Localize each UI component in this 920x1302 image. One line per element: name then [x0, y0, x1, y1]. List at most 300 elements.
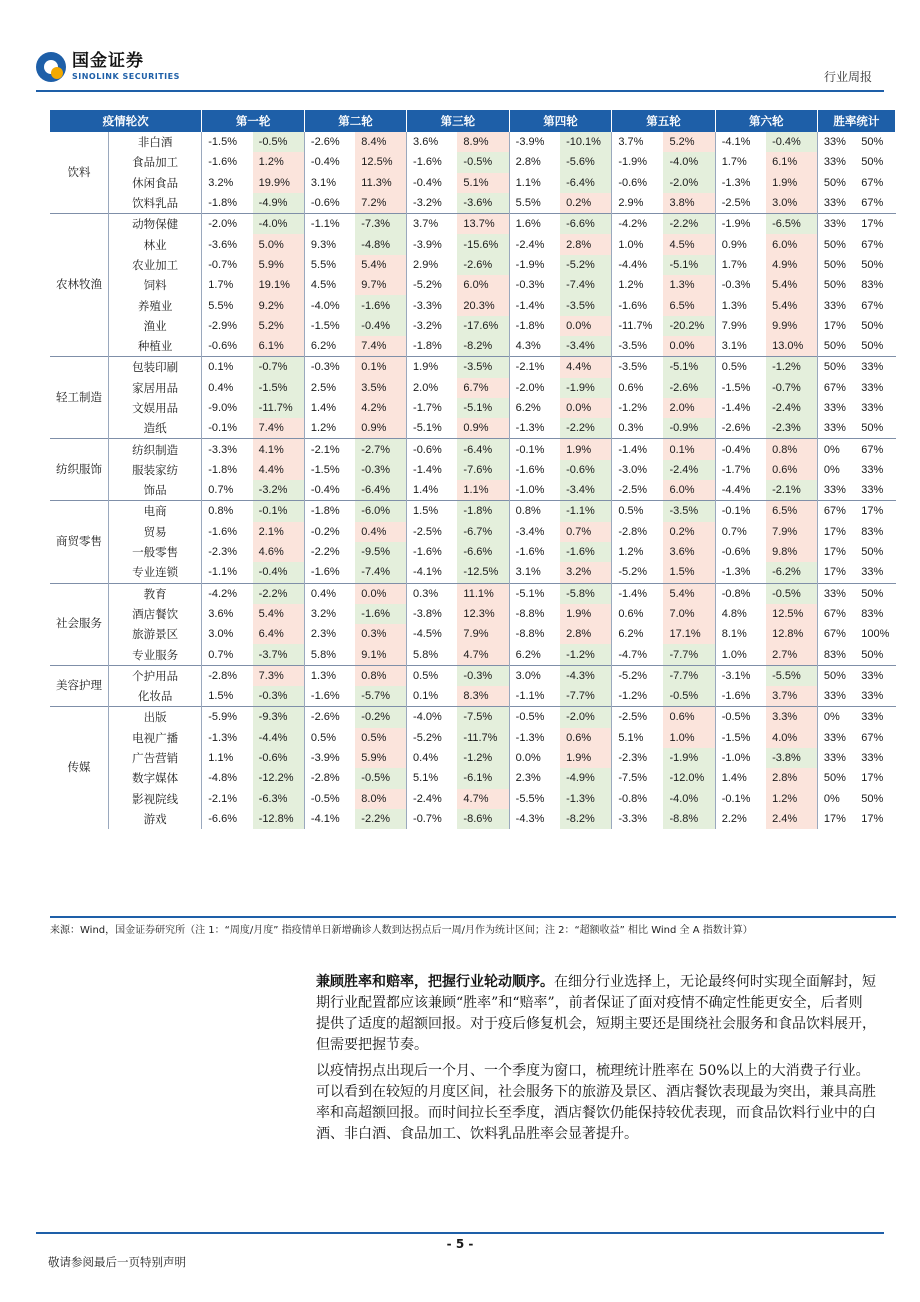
industry-name: 农业加工	[109, 255, 202, 275]
excess-return-cell: -2.2%	[663, 214, 715, 235]
table-bottom-divider	[50, 916, 896, 918]
excess-return-cell: 5.4%	[355, 255, 406, 275]
excess-return-cell: 2.8%	[515, 156, 541, 169]
excess-return-cell: 1.5%	[663, 562, 715, 583]
excess-return-cell: -2.0%	[515, 381, 545, 394]
excess-return-cell: 0.6%	[618, 381, 644, 394]
excess-return-cell: 0.0%	[515, 752, 541, 765]
table-row	[50, 193, 896, 214]
excess-return-cell: -3.5%	[612, 357, 664, 378]
industry-name: 文娱用品	[109, 398, 202, 418]
win-rate-cell: 33%	[823, 136, 846, 149]
excess-return-cell: -3.5%	[663, 501, 715, 522]
excess-return-cell: 12.8%	[766, 624, 817, 644]
header-cell: 第五轮	[612, 110, 715, 132]
excess-return-cell: -8.8%	[515, 628, 545, 641]
excess-return-cell: -1.8%	[413, 340, 442, 353]
table-row	[50, 132, 896, 152]
excess-return-cell: -1.6%	[721, 690, 751, 703]
win-rate-cell: 67%	[855, 439, 895, 460]
excess-return-cell: 8.4%	[355, 132, 406, 152]
excess-return-cell: -6.0%	[355, 501, 406, 522]
industry-name: 电视广播	[109, 728, 202, 748]
excess-return-cell: 8.1%	[721, 628, 747, 641]
win-rate-cell: 50%	[861, 422, 884, 435]
excess-return-cell: 4.1%	[253, 439, 305, 460]
excess-return-cell: -8.2%	[457, 336, 509, 357]
excess-return-cell: -3.2%	[253, 480, 305, 501]
industry-name: 化妆品	[109, 686, 202, 707]
excess-return-cell: 0.7%	[208, 648, 234, 661]
win-rate-cell: 50%	[823, 279, 846, 292]
win-rate-cell: 17%	[823, 319, 846, 332]
excess-return-cell: -1.5%	[310, 463, 340, 476]
win-rate-cell: 100%	[861, 628, 890, 641]
excess-return-cell: 0.6%	[766, 460, 817, 480]
excess-return-cell: -4.8%	[355, 234, 406, 254]
excess-return-cell: -5.2%	[612, 665, 664, 686]
excess-return-cell: -3.1%	[715, 665, 766, 686]
industry-name: 广告营销	[109, 748, 202, 768]
excess-return-cell: 0.8%	[355, 665, 406, 686]
excess-return-cell: -1.6%	[515, 463, 545, 476]
excess-return-cell: 2.5%	[310, 381, 336, 394]
excess-return-cell: 1.3%	[304, 665, 355, 686]
excess-return-cell: 2.8%	[560, 624, 612, 644]
header-cell: 第三轮	[407, 110, 510, 132]
excess-return-cell: -4.7%	[618, 648, 648, 661]
excess-return-cell: -0.4%	[253, 562, 305, 583]
excess-return-cell: 2.3%	[310, 628, 336, 641]
group-label: 美容护理	[50, 665, 109, 707]
excess-return-cell: 2.1%	[253, 522, 305, 542]
win-rate-cell: 33%	[823, 422, 846, 435]
excess-return-cell: 6.1%	[253, 336, 305, 357]
excess-return-cell: -6.6%	[208, 812, 238, 825]
paragraph-1	[316, 972, 876, 1056]
excess-return-cell: -1.3%	[721, 566, 751, 579]
excess-return-cell: 5.5%	[310, 258, 336, 271]
win-rate-cell: 17%	[823, 525, 846, 538]
excess-return-cell: -2.4%	[515, 238, 545, 251]
excess-return-cell: -9.0%	[208, 402, 238, 414]
table-row	[50, 728, 896, 748]
excess-return-cell: -0.6%	[407, 439, 458, 460]
win-rate-cell: 67%	[861, 731, 884, 744]
excess-return-cell: -5.7%	[355, 686, 406, 707]
excess-return-cell: -4.1%	[721, 136, 751, 149]
excess-return-cell: 4.2%	[355, 398, 406, 418]
excess-return-cell: -3.4%	[515, 525, 545, 538]
excess-return-cell: 0.4%	[355, 522, 406, 542]
excess-return-cell: -2.8%	[202, 665, 253, 686]
excess-return-cell: 0.5%	[407, 665, 458, 686]
excess-return-cell: -0.3%	[515, 279, 545, 292]
win-rate-cell: 83%	[861, 607, 884, 620]
excess-return-cell: 8.0%	[355, 789, 406, 809]
excess-return-cell: -1.8%	[457, 501, 509, 522]
excess-return-cell: -4.1%	[310, 812, 340, 825]
excess-return-cell: 2.8%	[766, 768, 817, 788]
excess-return-cell: 5.4%	[253, 604, 305, 624]
excess-return-cell: 0.0%	[560, 316, 612, 336]
header-cell: 疫情轮次	[50, 110, 202, 132]
excess-return-cell: -5.6%	[560, 152, 612, 172]
paragraph-2: 以疫情拐点出现后一个月、一个季度为窗口，梳理统计胜率在 50%以上的大消费子行业。可以看到在较短的月度区间，社会服务下的旅游及景区、酒店餐饮表现最为突出，兼具高胜率和高超额回报。而时间拉长至季度，酒店餐饮仍能保持较优表现，而食品饮料行业中的白酒、非白酒、食品加工、饮料乳品胜率会显著提升。	[316, 1063, 876, 1142]
excess-return-cell: -4.3%	[560, 665, 612, 686]
logo-en-text: SINOLINK SECURITIES	[72, 72, 180, 81]
excess-return-cell: -1.6%	[618, 299, 648, 312]
excess-return-cell: 0.1%	[202, 357, 253, 378]
excess-return-cell: 0.9%	[355, 418, 406, 439]
win-rate-cell: 0%	[817, 439, 855, 460]
win-rate-cell: 17%	[861, 812, 884, 825]
excess-return-cell: 1.5%	[407, 501, 458, 522]
excess-return-cell: -11.7%	[253, 398, 305, 418]
excess-return-cell: 3.5%	[355, 378, 406, 398]
excess-return-cell: -3.0%	[618, 463, 648, 476]
excess-return-cell: -0.5%	[509, 707, 560, 728]
excess-return-cell: 0.6%	[663, 707, 715, 728]
excess-return-cell: -7.6%	[457, 460, 509, 480]
table-row	[50, 460, 896, 480]
excess-return-cell: -1.3%	[560, 789, 612, 809]
excess-return-cell: -3.3%	[413, 299, 442, 312]
excess-return-cell: 20.3%	[457, 295, 509, 315]
win-rate-cell: 67%	[823, 607, 846, 620]
excess-return-cell: -1.9%	[560, 378, 612, 398]
excess-return-cell: 1.7%	[721, 156, 747, 169]
excess-return-cell: 1.9%	[560, 439, 612, 460]
table-body	[50, 132, 896, 829]
excess-return-cell: 3.2%	[310, 607, 336, 620]
table-row	[50, 214, 896, 235]
sector-return-table	[50, 110, 896, 829]
excess-return-cell: -4.8%	[208, 772, 238, 785]
excess-return-cell: 3.0%	[766, 193, 817, 214]
industry-name: 家居用品	[109, 378, 202, 398]
excess-return-cell: -2.1%	[208, 792, 238, 805]
excess-return-cell: -2.2%	[355, 809, 406, 829]
excess-return-cell: 4.3%	[515, 340, 541, 353]
excess-return-cell: 3.2%	[560, 562, 612, 583]
excess-return-cell: -5.1%	[413, 422, 442, 435]
excess-return-cell: -2.0%	[560, 707, 612, 728]
excess-return-cell: 1.1%	[208, 752, 234, 765]
excess-return-cell: 6.0%	[663, 480, 715, 501]
excess-return-cell: -1.4%	[413, 463, 442, 476]
excess-return-cell: -0.8%	[618, 792, 648, 805]
excess-return-cell: 5.8%	[310, 648, 336, 661]
excess-return-cell: -0.5%	[310, 792, 340, 805]
excess-return-cell: 2.8%	[560, 234, 612, 254]
excess-return-cell: 5.5%	[208, 299, 234, 312]
excess-return-cell: 5.5%	[515, 197, 541, 210]
industry-name: 休闲食品	[109, 173, 202, 193]
excess-return-cell: 1.2%	[618, 546, 644, 559]
industry-name: 饲料	[109, 275, 202, 295]
excess-return-cell: 9.7%	[355, 275, 406, 295]
excess-return-cell: -3.4%	[560, 480, 612, 501]
excess-return-cell: 7.9%	[721, 319, 747, 332]
industry-name: 食品加工	[109, 152, 202, 172]
excess-return-cell: -1.5%	[721, 381, 751, 394]
table-row	[50, 707, 896, 728]
win-rate-cell: 33%	[823, 731, 846, 744]
excess-return-cell: 17.1%	[663, 624, 715, 644]
excess-return-cell: 1.7%	[208, 279, 234, 292]
win-rate-cell: 33%	[823, 690, 846, 703]
table-row	[50, 418, 896, 439]
excess-return-cell: -3.4%	[560, 336, 612, 357]
excess-return-cell: 0.5%	[355, 728, 406, 748]
excess-return-cell: -0.9%	[663, 418, 715, 439]
win-rate-cell: 0%	[823, 792, 840, 805]
win-rate-cell: 67%	[861, 299, 884, 312]
excess-return-cell: -2.6%	[457, 255, 509, 275]
table-row	[50, 152, 896, 172]
excess-return-cell: 7.3%	[253, 665, 305, 686]
excess-return-cell: 5.2%	[663, 132, 715, 152]
excess-return-cell: -1.9%	[515, 258, 545, 271]
excess-return-cell: -1.7%	[413, 402, 442, 414]
excess-return-cell: 3.1%	[515, 566, 541, 579]
excess-return-cell: 2.9%	[413, 258, 439, 271]
table-row	[50, 562, 896, 583]
excess-return-cell: 6.7%	[457, 378, 509, 398]
excess-return-cell: 0.0%	[355, 583, 406, 604]
excess-return-cell: 19.1%	[253, 275, 305, 295]
win-rate-cell: 17%	[823, 566, 846, 579]
industry-name: 酒店餐饮	[109, 604, 202, 624]
excess-return-cell: -0.4%	[766, 132, 817, 152]
excess-return-cell: -12.8%	[253, 809, 305, 829]
win-rate-cell: 17%	[855, 501, 895, 522]
excess-return-cell: 4.8%	[721, 607, 747, 620]
excess-return-cell: -6.4%	[457, 439, 509, 460]
excess-return-cell: 0.7%	[721, 525, 747, 538]
excess-return-cell: -11.7%	[457, 728, 509, 748]
group-label: 商贸零售	[50, 501, 109, 583]
win-rate-cell: 50%	[855, 583, 895, 604]
win-rate-cell: 0%	[817, 707, 855, 728]
excess-return-cell: -1.8%	[304, 501, 355, 522]
excess-return-cell: -2.2%	[560, 418, 612, 439]
win-rate-cell: 50%	[823, 238, 846, 251]
excess-return-cell: 0.9%	[721, 238, 747, 251]
industry-name: 出版	[109, 707, 202, 728]
excess-return-cell: 1.3%	[663, 275, 715, 295]
excess-return-cell: 4.7%	[457, 644, 509, 665]
excess-return-cell: 1.3%	[721, 299, 747, 312]
excess-return-cell: 4.7%	[457, 789, 509, 809]
excess-return-cell: -3.5%	[618, 340, 648, 353]
excess-return-cell: 8.9%	[457, 132, 509, 152]
excess-return-cell: 0.8%	[509, 501, 560, 522]
excess-return-cell: -17.6%	[457, 316, 509, 336]
excess-return-cell: 3.6%	[663, 542, 715, 562]
win-rate-cell: 33%	[855, 665, 895, 686]
excess-return-cell: 13.7%	[457, 214, 509, 235]
excess-return-cell: -1.5%	[310, 319, 340, 332]
excess-return-cell: 1.4%	[413, 484, 439, 497]
excess-return-cell: -0.7%	[208, 258, 238, 271]
excess-return-cell: -1.3%	[721, 176, 751, 189]
excess-return-cell: 5.4%	[663, 583, 715, 604]
excess-return-cell: 0.4%	[413, 752, 439, 765]
excess-return-cell: -3.9%	[515, 136, 545, 149]
excess-return-cell: 3.7%	[618, 136, 644, 149]
excess-return-cell: 13.0%	[766, 336, 817, 357]
win-rate-cell: 50%	[823, 258, 846, 271]
win-rate-cell: 33%	[861, 752, 884, 765]
excess-return-cell: -3.7%	[253, 644, 305, 665]
excess-return-cell: -1.6%	[310, 566, 340, 579]
excess-return-cell: 5.1%	[618, 731, 644, 744]
excess-return-cell: -0.6%	[721, 546, 751, 559]
excess-return-cell: -5.2%	[413, 279, 442, 292]
header-cell: 第四轮	[509, 110, 612, 132]
logo-mark-icon	[36, 52, 66, 82]
excess-return-cell: 3.0%	[509, 665, 560, 686]
excess-return-cell: -1.6%	[560, 542, 612, 562]
excess-return-cell: -1.8%	[208, 463, 238, 476]
excess-return-cell: 11.1%	[457, 583, 509, 604]
excess-return-cell: 1.6%	[509, 214, 560, 235]
excess-return-cell: -1.5%	[253, 378, 305, 398]
excess-return-cell: 0.3%	[355, 624, 406, 644]
excess-return-cell: -2.8%	[310, 772, 340, 785]
footer-disclaimer: 敬请参阅最后一页特别声明	[48, 1255, 186, 1269]
excess-return-cell: -3.9%	[310, 752, 340, 765]
excess-return-cell: -5.5%	[766, 665, 817, 686]
win-rate-cell: 33%	[823, 156, 846, 169]
excess-return-cell: -3.2%	[413, 319, 442, 332]
excess-return-cell: 1.0%	[721, 648, 747, 661]
excess-return-cell: 2.7%	[766, 644, 817, 665]
win-rate-cell: 50%	[861, 156, 884, 169]
win-rate-cell: 50%	[861, 546, 884, 559]
excess-return-cell: 1.4%	[310, 402, 336, 414]
excess-return-cell: 5.0%	[253, 234, 305, 254]
win-rate-cell: 33%	[861, 402, 884, 414]
win-rate-cell: 50%	[861, 319, 884, 332]
excess-return-cell: -7.7%	[560, 686, 612, 707]
excess-return-cell: -2.0%	[202, 214, 253, 235]
excess-return-cell: 0.5%	[310, 731, 336, 744]
industry-name: 渔业	[109, 316, 202, 336]
excess-return-cell: -4.0%	[663, 152, 715, 172]
industry-name: 纺织制造	[109, 439, 202, 460]
excess-return-cell: -1.7%	[721, 463, 751, 476]
win-rate-cell: 17%	[823, 546, 846, 559]
excess-return-cell: -10.1%	[560, 132, 612, 152]
win-rate-cell: 33%	[823, 197, 846, 210]
excess-return-cell: -1.1%	[208, 566, 238, 579]
excess-return-cell: -2.5%	[413, 525, 442, 538]
excess-return-cell: -4.9%	[560, 768, 612, 788]
excess-return-cell: 0.9%	[457, 418, 509, 439]
excess-return-cell: -4.0%	[253, 214, 305, 235]
win-rate-cell: 67%	[861, 197, 884, 210]
excess-return-cell: 6.2%	[515, 402, 541, 414]
industry-name: 非白酒	[109, 132, 202, 152]
excess-return-cell: -1.4%	[721, 402, 751, 414]
excess-return-cell: -2.2%	[310, 546, 340, 559]
excess-return-cell: -1.4%	[612, 583, 664, 604]
excess-return-cell: -1.3%	[208, 731, 238, 744]
excess-return-cell: -0.2%	[310, 525, 340, 538]
industry-name: 饰品	[109, 480, 202, 501]
excess-return-cell: 5.2%	[253, 316, 305, 336]
excess-return-cell: 3.1%	[721, 340, 747, 353]
excess-return-cell: 7.4%	[253, 418, 305, 439]
excess-return-cell: -4.0%	[310, 299, 340, 312]
excess-return-cell: -0.4%	[413, 176, 442, 189]
excess-return-cell: -2.1%	[509, 357, 560, 378]
excess-return-cell: -7.5%	[457, 707, 509, 728]
excess-return-cell: 6.0%	[766, 234, 817, 254]
excess-return-cell: 0.4%	[208, 381, 234, 394]
excess-return-cell: -6.2%	[766, 562, 817, 583]
win-rate-cell: 17%	[823, 812, 846, 825]
excess-return-cell: -3.6%	[208, 238, 238, 251]
excess-return-cell: -20.2%	[663, 316, 715, 336]
excess-return-cell: -5.2%	[413, 731, 442, 744]
industry-name: 影视院线	[109, 789, 202, 809]
excess-return-cell: -3.8%	[413, 607, 442, 620]
excess-return-cell: -0.5%	[355, 768, 406, 788]
excess-return-cell: -0.8%	[715, 583, 766, 604]
excess-return-cell: -5.1%	[509, 583, 560, 604]
excess-return-cell: 19.9%	[253, 173, 305, 193]
win-rate-cell: 33%	[823, 484, 846, 497]
industry-name: 动物保健	[109, 214, 202, 235]
excess-return-cell: 1.9%	[407, 357, 458, 378]
excess-return-cell: -2.1%	[766, 480, 817, 501]
excess-return-cell: 8.3%	[457, 686, 509, 707]
excess-return-cell: -1.6%	[208, 525, 238, 538]
industry-name: 饮料乳品	[109, 193, 202, 214]
table-row	[50, 604, 896, 624]
table-row	[50, 644, 896, 665]
excess-return-cell: -0.6%	[560, 460, 612, 480]
excess-return-cell: 5.1%	[457, 173, 509, 193]
excess-return-cell: -1.6%	[413, 156, 442, 169]
excess-return-cell: -4.4%	[721, 484, 751, 497]
win-rate-cell: 83%	[861, 525, 884, 538]
win-rate-cell: 33%	[861, 381, 884, 394]
excess-return-cell: 1.0%	[663, 728, 715, 748]
industry-name: 专业连锁	[109, 562, 202, 583]
industry-name: 游戏	[109, 809, 202, 829]
table-row	[50, 378, 896, 398]
excess-return-cell: 7.0%	[663, 604, 715, 624]
excess-return-cell: -0.3%	[457, 665, 509, 686]
table-row	[50, 542, 896, 562]
excess-return-cell: 0.5%	[612, 501, 664, 522]
win-rate-cell: 83%	[861, 279, 884, 292]
excess-return-cell: 0.6%	[618, 607, 644, 620]
excess-return-cell: -0.5%	[457, 152, 509, 172]
excess-return-cell: -0.3%	[304, 357, 355, 378]
excess-return-cell: -5.8%	[560, 583, 612, 604]
excess-return-cell: -1.2%	[618, 690, 648, 703]
excess-return-cell: -3.9%	[413, 238, 442, 251]
win-rate-cell: 50%	[861, 136, 884, 149]
excess-return-cell: 4.4%	[253, 460, 305, 480]
excess-return-cell: -4.4%	[618, 258, 648, 271]
